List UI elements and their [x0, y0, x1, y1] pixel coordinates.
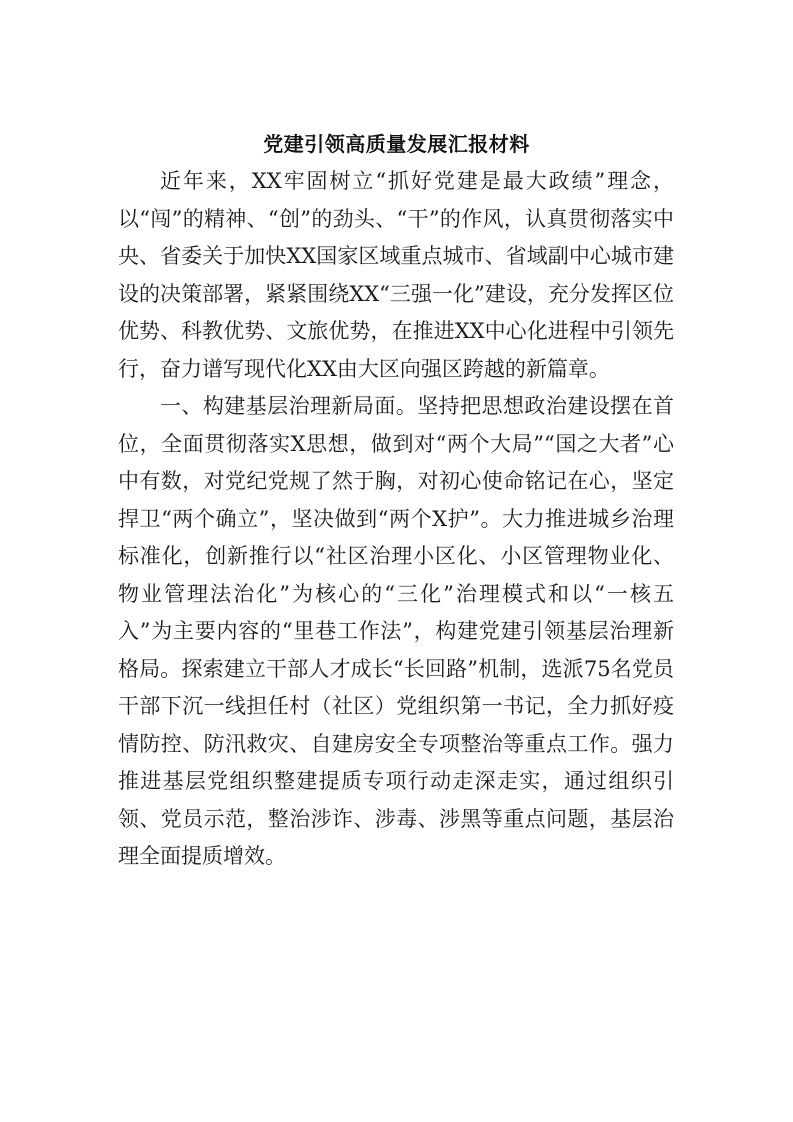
paragraph-section-one: 一、构建基层治理新局面。坚持把思想政治建设摆在首位，全面贯彻落实X思想，做到对“两个大局”“国之大者”心中有数，对党纪党规了然于胸，对初心使命铭记在心，坚定捍卫“两个确立”，坚决做到“两个X护”。大力推进城乡治理标准化，创新推行以“社区治理小区化、小区管理物业化、物业管理法治化”为核心的“三化”治理模式和以“一核五入”为主要内容的“里巷工作法”，构建党建引领基层治理新格局。探索建立干部人才成长“长回路”机制，选派75名党员干部下沉一线担任村（社区）党组织第一书记，全力抓好疫情防控、防汛救灾、自建房安全专项整治等重点工作。强力推进基层党组织整建提质专项行动走深走实，通过组织引领、党员示范，整治涉诈、涉毒、涉黑等重点问题，基层治理全面提质增效。: [118, 394, 674, 868]
paragraph-intro: 近年来，XX牢固树立“抓好党建是最大政绩”理念，以“闯”的精神、“创”的劲头、“干”的作风，认真贯彻落实中央、省委关于加快XX国家区域重点城市、省域副中心城市建设的决策部署，紧紧围绕XX“三强一化”建设，充分发挥区位优势、科教优势、文旅优势，在推进XX中心化进程中引领先行，奋力谱写现代化XX由大区向强区跨越的新篇章。: [118, 169, 674, 381]
document-title: 党建引领高质量发展汇报材料: [263, 132, 530, 156]
document-body: [118, 163, 674, 876]
